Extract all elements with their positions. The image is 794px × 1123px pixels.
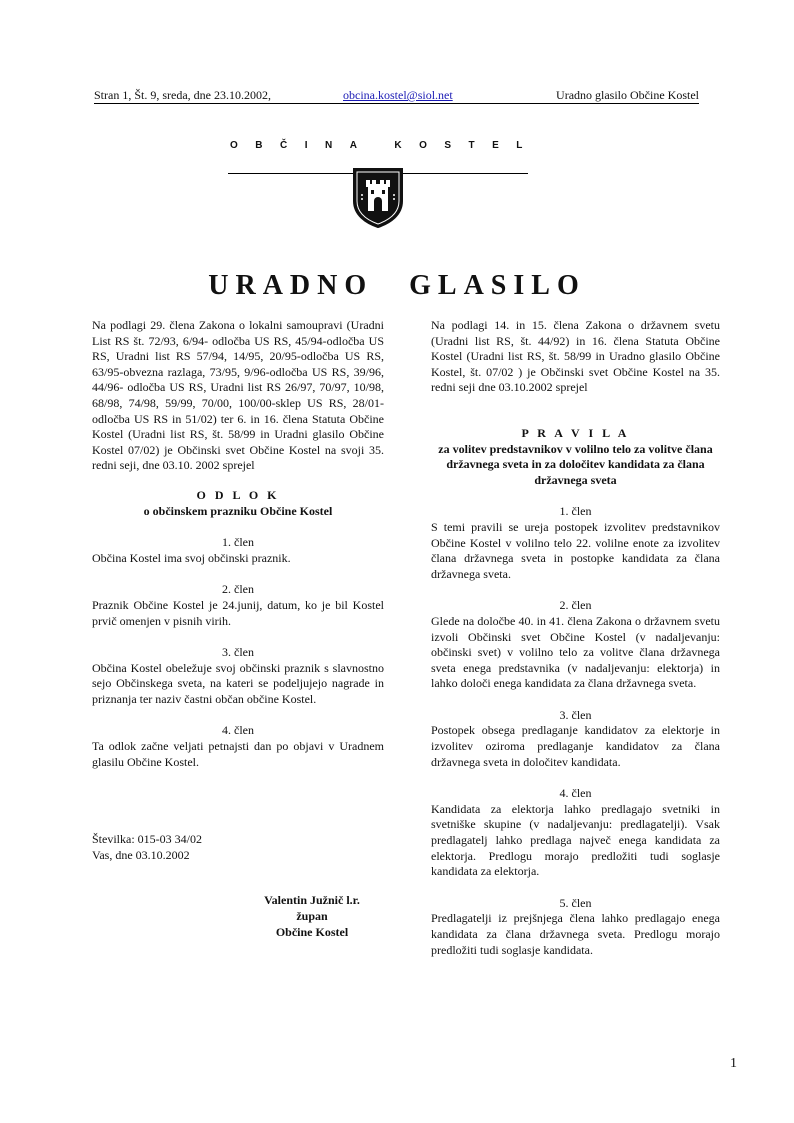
header-email-link[interactable]: obcina.kostel@siol.net: [343, 88, 453, 102]
article-label: 4. člen: [222, 723, 254, 738]
article-text: Ta odlok začne veljati petnajsti dan po objavi v Uradnem glasilu Občine Kostel.: [92, 739, 384, 769]
odlok-subtitle: o občinskem prazniku Občine Kostel: [143, 503, 333, 518]
document-number: Številka: 015-03 34/02: [92, 832, 202, 847]
logo-text: OBČINA KOSTEL: [230, 140, 540, 151]
article-text: Postopek obsega predlaganje kandidatov za elektorje in izvolitev oziroma predlaganje kandidatov za člana državnega sveta in določitev kandidata.: [431, 723, 720, 769]
place-date: Vas, dne 03.10.2002: [92, 847, 190, 862]
signatory-org: Občine Kostel: [275, 924, 349, 939]
coat-of-arms-icon: [352, 167, 404, 234]
article-label: 2. člen: [559, 598, 592, 613]
article-label: 3. člen: [222, 645, 254, 660]
article-text: Glede na določbe 40. in 41. člena Zakona o državnem svetu izvoli Občinski svet Občine Kostel (v nadaljevanju: občinski svet) v volilno telo za volitve člana državnega sveta enega predstavnika (v nadaljevanju: elektorja) in lahko določi enega kandidata za člana državnega sveta.: [431, 613, 720, 691]
article-label: 2. člen: [222, 582, 254, 597]
header-issue-info: Stran 1, Št. 9, sreda, dne 23.10.2002,: [94, 88, 271, 102]
article-label: 4. člen: [559, 786, 592, 801]
page-number: 1: [730, 1056, 737, 1071]
pravila-preamble: Na podlagi 14. in 15. člena Zakona o državnem svetu (Uradni list RS, št. 44/92) in 16. člena Statuta Občine Kostel (Uradni list RS, št. 58/99 in Uradno glasilo Občine Kostel, št. 07/02 ) je Občinski svet Občine Kostel na 35. redni seji dne 03.10.2002 sprejel: [431, 318, 720, 395]
article-text: Občina Kostel obeležuje svoj občinski praznik s slavnostno sejo Občinskega sveta, na kateri se podeljujejo nagrade in priznanja ter naziv častni občan občine Kostel.: [92, 660, 384, 706]
right-column: [431, 318, 720, 958]
pravila-title: P R A V I L A: [521, 425, 630, 440]
article-text: Občina Kostel ima svoj občinski praznik.: [92, 550, 291, 565]
masthead-title: URADNO GLASILO: [208, 270, 586, 301]
article-text: Predlagatelji iz prejšnjega člena lahko predlagajo enega kandidata za člana državnega sveta. Predlogu morajo predložiti tudi soglasje kandidata.: [431, 911, 720, 957]
article-label: 1. člen: [222, 535, 254, 550]
article-text: Praznik Občine Kostel je 24.junij, datum, ko je bil Kostel prvič omenjen v pisnih virih.: [92, 597, 384, 628]
signature-block: [232, 893, 392, 940]
page-header: [94, 87, 699, 104]
left-column: [92, 318, 384, 940]
article-label: 5. člen: [559, 895, 592, 910]
article-text: S temi pravili se ureja postopek izvolitev predstavnikov Občine Kostel v volilno telo 22. volilne enote za izvolitev člana državnega sveta in postopke kandidata za člana državnega sveta.: [431, 519, 720, 581]
odlok-title: O D L O K: [196, 487, 280, 502]
header-publication-name: Uradno glasilo Občine Kostel: [556, 88, 699, 102]
article-label: 3. člen: [559, 707, 592, 722]
article-label: 1. člen: [559, 504, 592, 519]
article-text: Kandidata za elektorja lahko predlagajo svetniki in svetniške skupine (v nadaljevanju: predlagatelji). Vsak predlagatelj lahko predlaga največ enega kandidata za elektorja. Predlogu morajo predložiti tudi soglasje kandidata za elektorja.: [431, 801, 720, 879]
signatory-role: župan: [296, 909, 328, 924]
pravila-subtitle: za volitev predstavnikov v volilno telo za volitve člana državnega sveta in za določitev kandidata za člana državnega sveta: [438, 441, 713, 487]
signatory-name: Valentin Južnič l.r.: [264, 893, 360, 908]
odlok-preamble: Na podlagi 29. člena Zakona o lokalni samoupravi (Uradni List RS št. 72/93, 6/94- odločba US RS, 45/94-odločba US RS, Uradni list RS 57/94, 14/95, 20/95-odločba US RS, 63/95-obvezna razlaga, 73/95, 9/96-odločba US RS, 39/96, 44/96- odločba US RS, Uradni list RS 26/97, 70/97, 10/98, 68/98, 74/98, 59/99, 70/00, 100/00-sklep US RS, 28/01-odločba US RS in 51/02) ter 6. in 16. člena Statuta Občine Kostel (Uradni list RS, št. 58/99 in Uradni glasilo Občine Kostel 07/02) je Občinski svet Občine Kostel na svoji 35. redni seji, dne 03.10. 2002 sprejel: [92, 318, 384, 473]
